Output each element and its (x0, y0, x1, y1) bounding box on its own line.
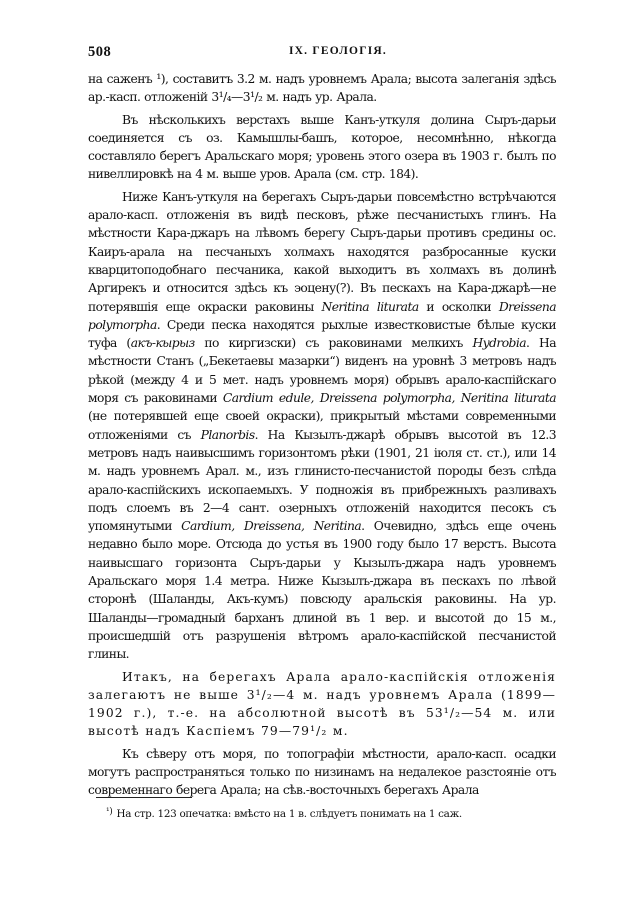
species-name: Planorbis (200, 427, 255, 442)
paragraph-conclusion: Итакъ, на берегахъ Арала арало-каспійскія отложенія залегаютъ не выше 3¹/₂—4 м. надъ уровнемъ Арала (1899—1902 г.), т.-е. на абсолютной высотѣ въ 53¹/₂—54 м. или высотѣ надъ Каспіемъ 79—79¹/₂ м. (88, 669, 556, 739)
species-name: Cardium, Dreissena, Neritina (181, 519, 362, 534)
footnote-mark: ¹) (106, 807, 113, 817)
text-run: Ниже Канъ-уткуля на берегахъ Сыръ-дарьи повсемѣстно встрѣчаются арало-касп. отложенія въ видѣ песковъ, рѣже песчанистыхъ глинъ. На мѣстности Кара-джаръ на лѣвомъ берегу Сыръ-дарьи противъ средины ос. Каиръ-арала на песчаныхъ холмахъ находятся разбросанные куски кварцитоподобнаго песчаника, какой выходитъ въ холмахъ въ долинѣ Аргирекъ и относится здѣсь къ эоцену(?). Въ пескахъ на Кара-джарѣ—не потерявшія еще окраски раковины (88, 189, 556, 314)
paragraph-north: Къ сѣверу отъ моря, по топографіи мѣстности, арало-касп. осадки могутъ распространяться только по низинамъ на недалекое разстояніе отъ современнаго берега Арала; на сѣв.-восточныхъ берегахъ Арала (88, 746, 556, 798)
text-run: . Среди песка находятся рыхлые известковистые бѣлые куски туфа ( (88, 317, 556, 351)
text-run: . На Кызылъ-джарѣ обрывъ высотой въ 12.3 метровъ надъ наивысшимъ горизонтомъ рѣки (1901, 21 іюля ст. ст.), или 14 м. надъ уровнемъ Арал. м., изъ глинисто-песчанистой породы безъ слѣда арало-каспійскихъ ископаемыхъ. У подножія въ прибрежныхъ разливахъ подъ слоемъ въ 2—4 сант. озерныхъ отложеній находится песокъ съ упомянутыми (88, 427, 557, 534)
footnote-rule (96, 797, 192, 798)
text-run: по киргизски) съ раковинами мелкихъ (194, 336, 473, 351)
species-name: Neritina liturata (321, 299, 419, 314)
paragraph-syr-darya-banks (88, 188, 556, 664)
running-head (88, 44, 558, 64)
text-run: . На мѣстности Станъ („Бекетаевы мазарки“) виденъ на уровнѣ 3 метровъ надъ рѣкой (между 4 и 5 мет. надъ уровнемъ моря) обрывъ арало-каспійскаго моря съ раковинами (88, 336, 556, 406)
body-text (88, 70, 556, 800)
paragraph-kamyshly-bash: Въ нѣсколькихъ верстахъ выше Канъ-уткуля долина Сыръ-дарьи соединяется съ оз. Камышлы-башъ, которое, несомнѣнно, нѣкогда составляло берегъ Аральскаго моря; уровень этого озера въ 1903 г. былъ по нивеллировкѣ на 4 м. выше уров. Арала (см. стр. 184). (88, 112, 556, 182)
text-run: и осколки (418, 299, 499, 314)
species-name: Dreissena polymorpha (88, 299, 556, 332)
text-run: . Очевидно, здѣсь еще очень недавно было море. Отсюда до устья въ 1900 году было 17 верстъ. Высота наивысшаго горизонта Сыръ-дарьи у Кызылъ-джара надъ уровнемъ Аральскаго моря 1.4 метра. Ниже Кызылъ-джара въ пескахъ по лѣвой сторонѣ (Шаланды, Акъ-кумъ) повсюду аральскія раковины. На ур. Шаланды—громадный барханъ длиной въ 1 вер. и высотой до 15 м., происшедшій отъ разрушенія вѣтромъ арало-каспійской песчанистой глины. (88, 519, 556, 662)
paragraph-continued: на саженъ ¹), составитъ 3.2 м. надъ уровнемъ Арала; высота залеганія здѣсь ар.-касп. отложеній 3¹/₄—3¹/₂ м. надъ ур. Арала. (88, 72, 556, 105)
footnote (106, 805, 556, 821)
page-number: 508 (88, 44, 112, 60)
text-run: (не потерявшей еще своей окраски), прикрытый мѣстами современными отложеніями съ (88, 409, 556, 442)
species-name: Cardium edule, Dreissena polymorpha, Neritina liturata (222, 391, 556, 406)
kirghiz-term: акъ-кырыз (130, 336, 195, 351)
footnote-text: На стр. 123 опечатка: вмѣсто на 1 в. слѣдуетъ понимать на 1 саж. (116, 808, 462, 820)
running-title: IX. ГЕОЛОГІЯ. (289, 45, 387, 57)
species-name: Hydrobia (472, 336, 527, 351)
